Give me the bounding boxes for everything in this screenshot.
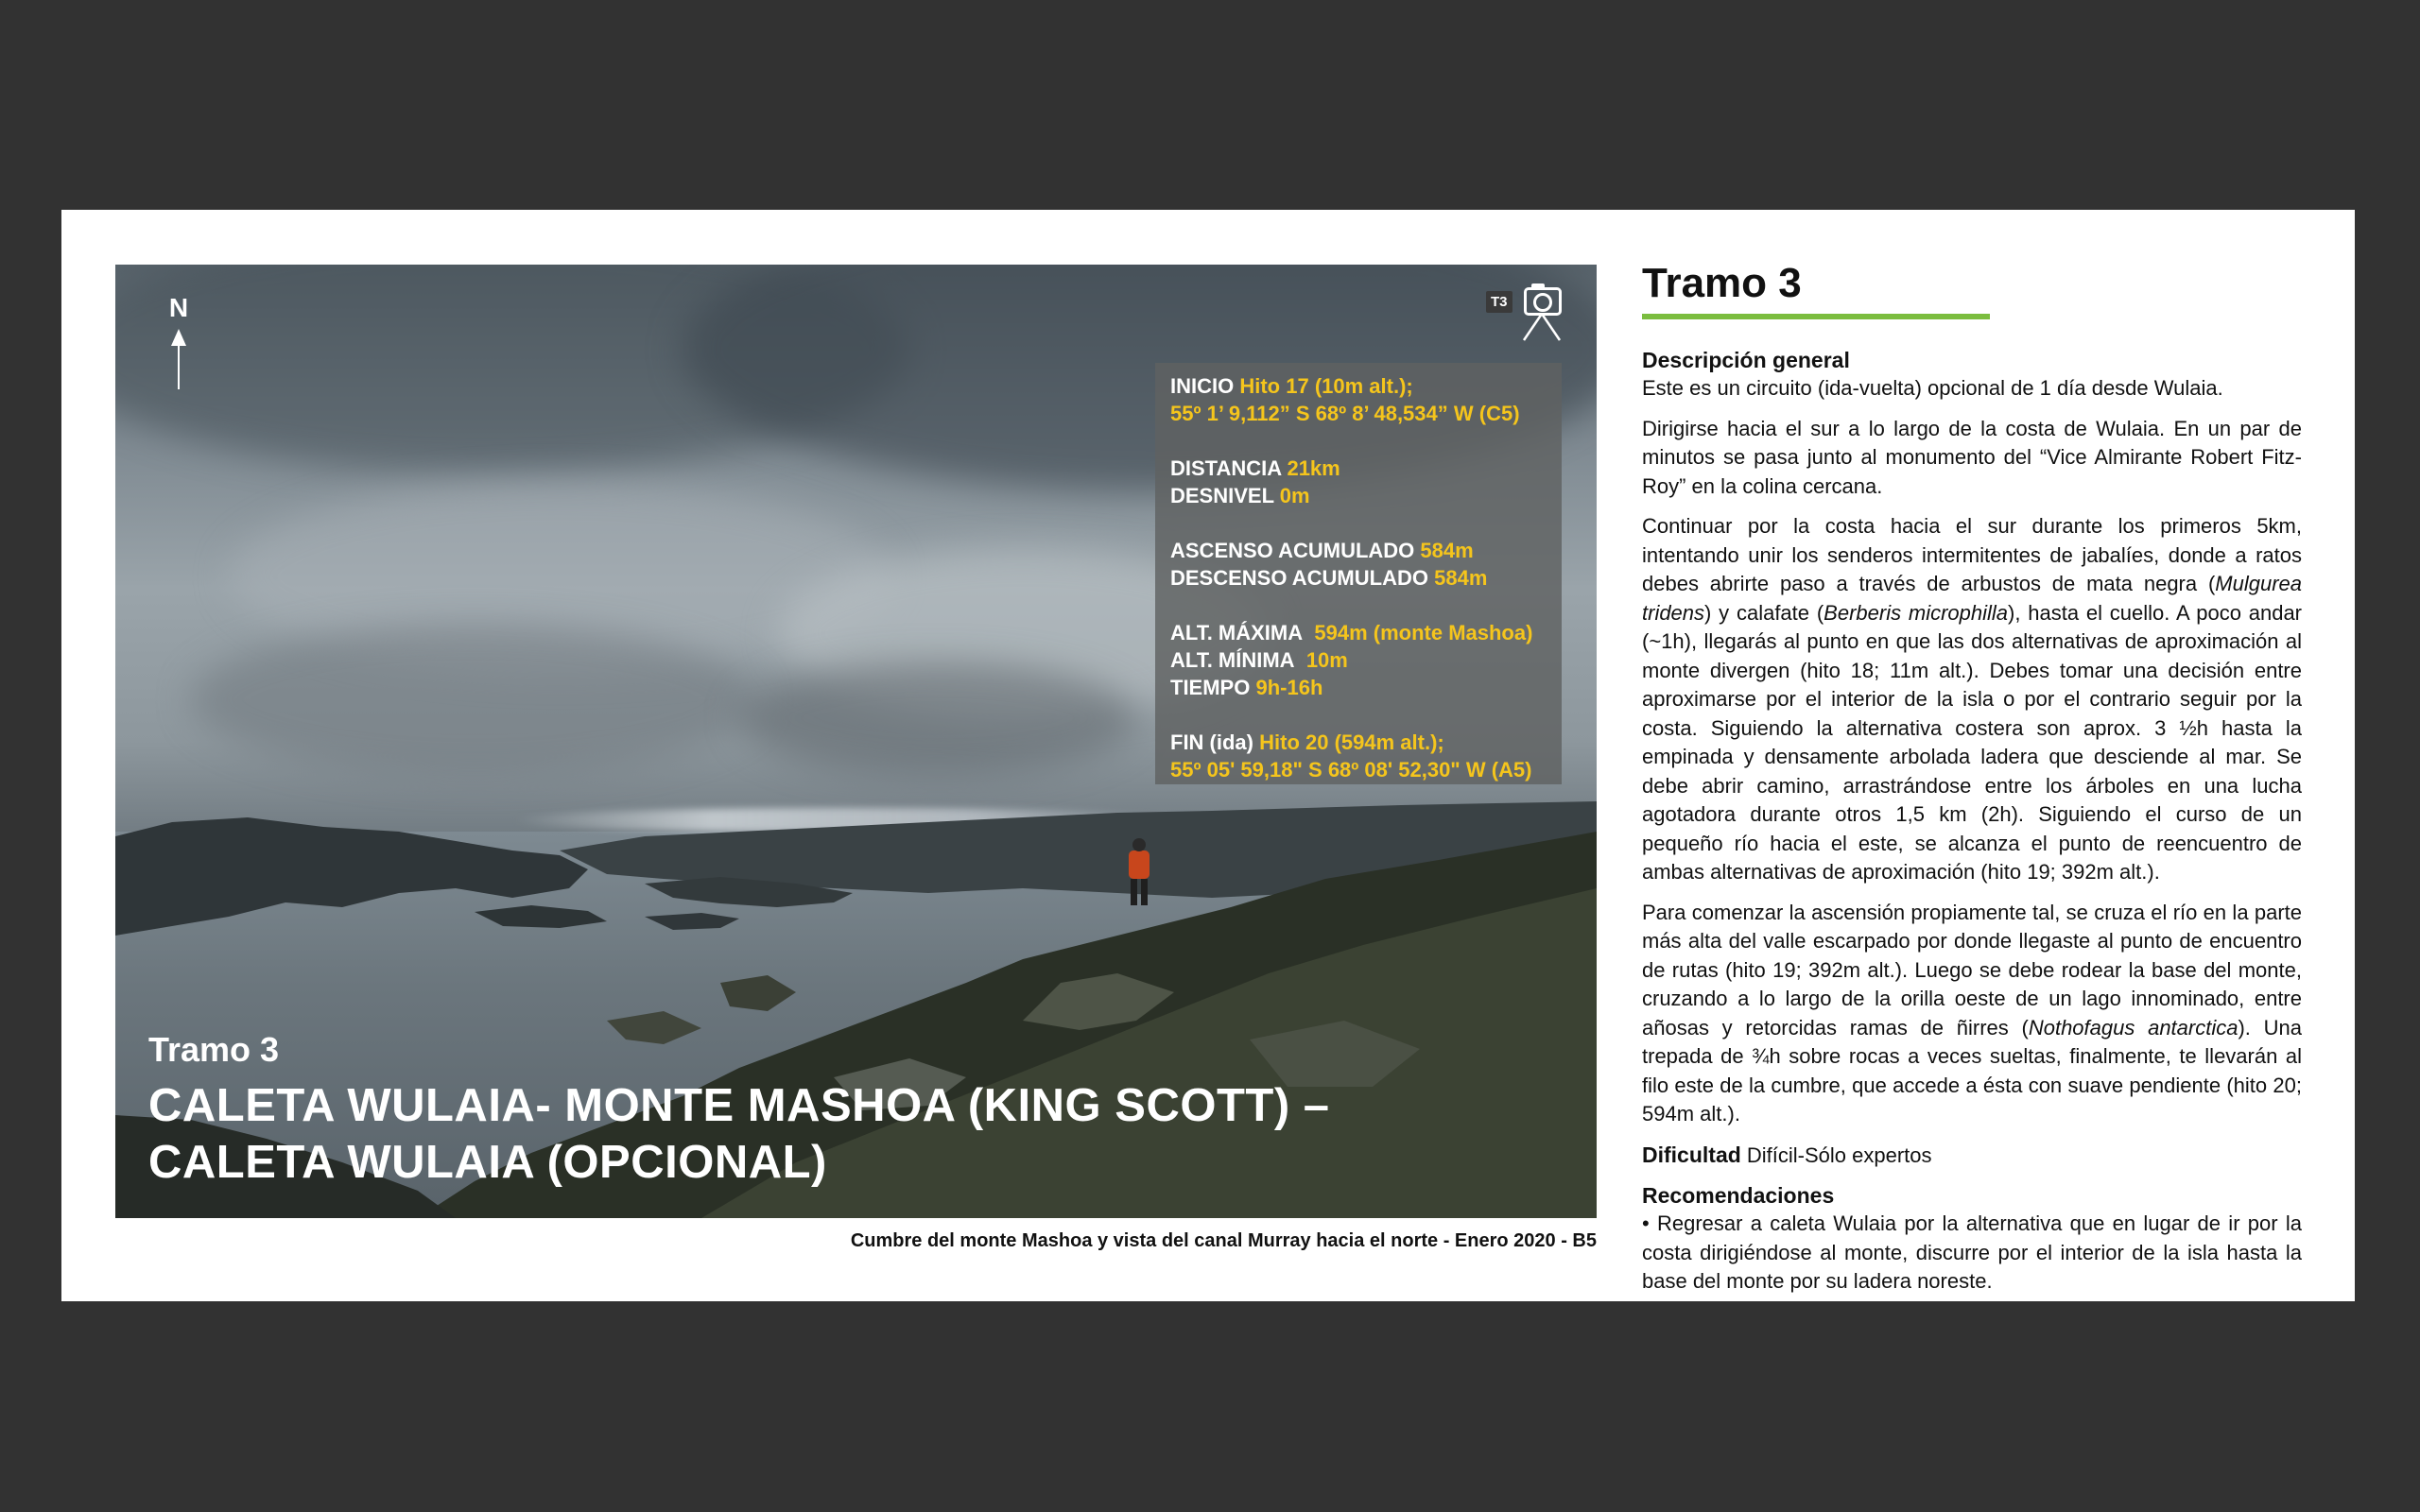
text-column [1642, 259, 2302, 1308]
north-label: N [168, 293, 189, 322]
dificultad-label: Dificultad [1642, 1142, 1741, 1167]
section-heading: Tramo 3 [1642, 260, 1802, 306]
recomendaciones-text: • Regresar a caleta Wulaia por la alternativa que en lugar de ir por la costa dirigiéndose al monte, discurre por el interior de la isla hasta la base del monte por su ladera noreste. [1642, 1211, 2302, 1293]
photo-caption: Cumbre del monte Mashoa y vista del canal Murray hacia el norte - Enero 2020 - B5 [850, 1230, 1597, 1251]
landscape-photo [115, 265, 1597, 1218]
stats-fin: FIN (ida) Hito 20 (594m alt.); 55º 05' 59,18" S 68º 08' 52,30" W (A5) [1170, 730, 1532, 782]
photo-title-line2: CALETA WULAIA (OPCIONAL) [148, 1137, 827, 1188]
paragraph-1: Este es un circuito (ida-vuelta) opcional de 1 día desde Wulaia. [1642, 376, 2223, 400]
paragraph-3: Continuar por la costa hacia el sur durante los primeros 5km, intentando unir los senderos intermitentes de jabalíes, donde a ratos debes abrirte paso a través de arbustos de mata negra (Mulgurea tridens) y calafate (Berberis microphilla), hasta el cuello. A poco andar (~1h), llegarás al punto en que las dos alternativas de aproximación al monte divergen (hito 18; 11m alt.). Debes tomar una decisión entre aproximarse por el interior de la isla o por el contrario seguir por la costa. Siguiendo la alternativa costera son aprox. 3 ½h hasta la empinada y densamente arbolada ladera que desciende al mar. Se debe abrir camino, arrastrándose entre los árboles en una lucha agotadora durante otros 1,5 km (2h). Siguiendo el curso de un pequeño río hacia el este, se alcanza el punto de reencuentro de ambas alternativas de aproximación (hito 19; 392m alt.). [1642, 514, 2303, 884]
paragraph-4: Para comenzar la ascensión propiamente tal, se cruza el río en la parte más alta del valle escarpado por donde llegaste al punto de encuentro de rutas (hito 19; 392m alt.). Luego se debe rodear la base del monte, cruzando a lo largo de la orilla oeste de un lago innominado, entre añosas y retorcidas ramas de ñirres (Nothofagus antarctica). Una trepada de ¾h sobre rocas a veces sueltas, finalmente, te llevarán al filo este de la cumbre, que accede a ésta con suave pendiente (hito 20; 594m alt.). [1642, 900, 2302, 1125]
stats-acumulado: ASCENSO ACUMULADO 584m DESCENSO ACUMULADO 584m [1170, 539, 1488, 590]
dificultad-value: Difícil-Sólo expertos [1740, 1143, 1932, 1167]
photo-title-small: Tramo 3 [148, 1030, 280, 1069]
stats-distancia: DISTANCIA 21km DESNIVEL 0m [1170, 456, 1340, 507]
recomendaciones-heading: Recomendaciones [1642, 1183, 1835, 1208]
heading-underline [1642, 314, 1990, 319]
photo-title-line1: CALETA WULAIA- MONTE MASHOA (KING SCOTT) – [148, 1080, 1330, 1131]
camera-tripod-icon [1486, 284, 1576, 350]
tripod-icon [1522, 314, 1562, 342]
camera-badge: T3 [1486, 291, 1512, 313]
description-heading: Descripción general [1642, 348, 1850, 372]
stats-altitudes: ALT. MÁXIMA 594m (monte Mashoa) ALT. MÍNIMA 10m TIEMPO 9h-16h [1170, 621, 1533, 699]
route-stats-panel [1155, 363, 1562, 784]
paragraph-2: Dirigirse hacia el sur a lo largo de la costa de Wulaia. En un par de minutos se pasa junto al monumento del “Vice Almirante Robert Fitz-Roy” en la colina cercana. [1642, 416, 2302, 498]
photo-title [148, 1030, 1330, 1191]
page [61, 210, 2355, 1301]
stats-inicio: INICIO Hito 17 (10m alt.); 55º 1’ 9,112” S 68º 8’ 48,534” W (C5) [1170, 374, 1520, 425]
north-arrow [164, 293, 193, 397]
dificultad [1642, 1141, 2302, 1171]
